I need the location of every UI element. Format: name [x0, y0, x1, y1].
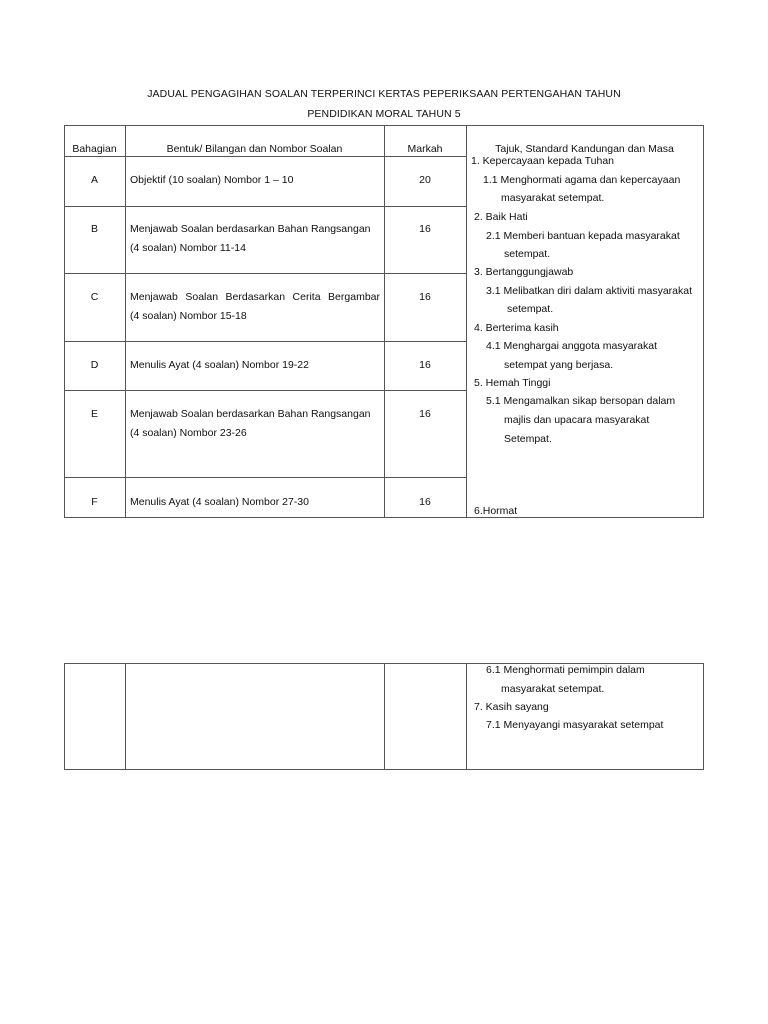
topic-line: 3.1 Melibatkan diri dalam aktiviti masyarakat — [486, 285, 693, 297]
question-distribution-table — [64, 125, 704, 518]
topic-line: 1.1 Menghormati agama dan kepercayaan — [483, 174, 681, 186]
topic-line: 3. Bertanggungjawab — [474, 266, 574, 278]
topic-line: setempat. — [507, 303, 554, 315]
header-bahagian: Bahagian — [72, 143, 117, 155]
row-f-bahagian: F — [91, 496, 98, 508]
row-a-bahagian: A — [90, 174, 98, 186]
row-b-bentuk: Menjawab Soalan berdasarkan Bahan Rangsangan — [130, 223, 371, 235]
topic-line: 4. Berterima kasih — [474, 322, 559, 334]
topic-line: 4.1 Menghargai anggota masyarakat — [486, 340, 658, 352]
row-d-bentuk: Menulis Ayat (4 soalan) Nombor 19-22 — [130, 359, 309, 371]
row-e-markah: 16 — [419, 408, 431, 420]
topic-line: majlis dan upacara masyarakat — [504, 414, 650, 426]
row-d-bahagian: D — [90, 359, 99, 371]
topic-line: 7. Kasih sayang — [474, 701, 549, 713]
topic-line: 6.Hormat — [474, 505, 518, 517]
topic-line: setempat. — [504, 248, 551, 260]
row-a-bentuk: Objektif (10 soalan) Nombor 1 – 10 — [130, 174, 294, 186]
continuation-table — [64, 663, 704, 770]
topic-line: masyarakat setempat. — [501, 192, 605, 204]
document-subtitle: PENDIDIKAN MORAL TAHUN 5 — [307, 108, 461, 120]
topic-line: 1. Kepercayaan kepada Tuhan — [471, 155, 615, 167]
topic-line: 2. Baik Hati — [474, 211, 528, 223]
row-f-markah: 16 — [419, 496, 431, 508]
row-b-markah: 16 — [419, 223, 431, 235]
row-e-bentuk-line2: (4 soalan) Nombor 23-26 — [130, 427, 247, 439]
row-b-bahagian: B — [90, 223, 98, 235]
row-c-markah: 16 — [419, 291, 431, 303]
document-title: JADUAL PENGAGIHAN SOALAN TERPERINCI KERTAS PEPERIKSAAN PERTENGAHAN TAHUN — [147, 88, 621, 100]
row-b-bentuk-line2: (4 soalan) Nombor 11-14 — [130, 242, 246, 254]
row-c-bentuk: Menjawab Soalan Berdasarkan Cerita Bergambar — [130, 291, 380, 303]
topic-line: 7.1 Menyayangi masyarakat setempat — [486, 719, 664, 731]
row-c-bahagian: C — [90, 291, 99, 303]
topic-line: masyarakat setempat. — [501, 683, 605, 695]
topic-line: setempat yang berjasa. — [504, 359, 614, 371]
header-markah: Markah — [407, 143, 443, 155]
topic-line: 2.1 Memberi bantuan kepada masyarakat — [486, 230, 680, 242]
row-e-bentuk: Menjawab Soalan berdasarkan Bahan Rangsangan — [130, 408, 371, 420]
topic-line: 6.1 Menghormati pemimpin dalam — [486, 664, 645, 676]
topic-line: Setempat. — [504, 433, 552, 445]
row-c-bentuk-line2: (4 soalan) Nombor 15-18 — [130, 310, 247, 322]
row-f-bentuk: Menulis Ayat (4 soalan) Nombor 27-30 — [130, 496, 309, 508]
row-a-markah: 20 — [419, 174, 431, 186]
topic-line: 5. Hemah Tinggi — [474, 377, 551, 389]
header-tajuk: Tajuk, Standard Kandungan dan Masa — [495, 143, 674, 155]
topic-line: 5.1 Mengamalkan sikap bersopan dalam — [486, 395, 676, 407]
row-d-markah: 16 — [419, 359, 431, 371]
row-e-bahagian: E — [90, 408, 98, 420]
header-bentuk: Bentuk/ Bilangan dan Nombor Soalan — [166, 143, 343, 155]
